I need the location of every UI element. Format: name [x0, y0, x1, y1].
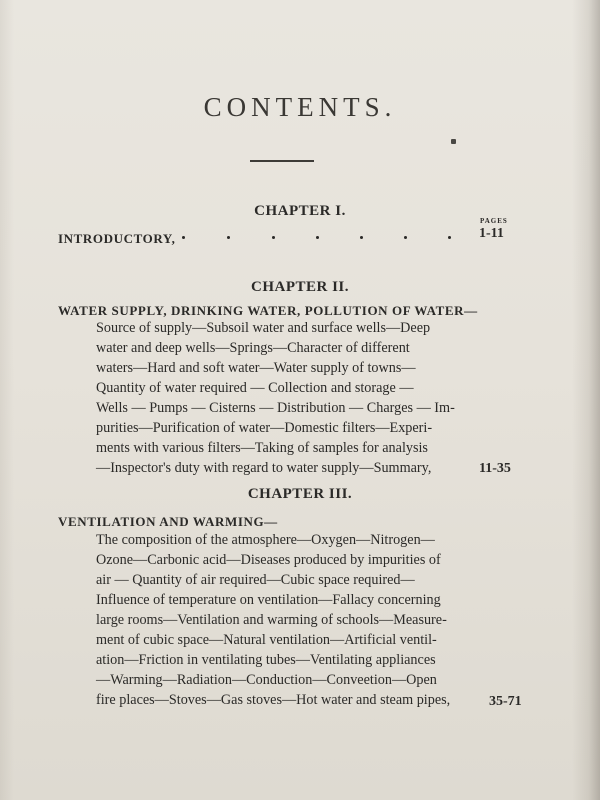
chapter-2-line: water and deep wells—Springs—Character of different	[96, 340, 410, 356]
chapter-2-line: —Inspector's duty with regard to water supply—Summary,	[96, 460, 432, 476]
pages-column-label: PAGES	[480, 217, 508, 225]
chapter-3-title: VENTILATION AND WARMING—	[58, 514, 278, 529]
chapter-3-line: air — Quantity of air required—Cubic space required—	[96, 572, 415, 588]
chapter-2-line: Quantity of water required — Collection and storage —	[96, 380, 414, 396]
ink-speck	[451, 139, 456, 144]
chapter-3-line: large rooms—Ventilation and warming of schools—Measure-	[96, 612, 447, 628]
leader-dot	[182, 236, 185, 239]
chapter-3-line: The composition of the atmosphere—Oxygen—Nitrogen—	[96, 532, 435, 548]
chapter-1-title: INTRODUCTORY,	[58, 231, 176, 246]
chapter-3-heading: CHAPTER III.	[247, 486, 353, 502]
leader-dot	[360, 236, 363, 239]
chapter-3-line: Influence of temperature on ventilation—Fallacy concerning	[96, 592, 441, 608]
chapter-3-pages: 35-71	[489, 694, 522, 709]
chapter-2-title: WATER SUPPLY, DRINKING WATER, POLLUTION OF WATER—	[58, 303, 478, 318]
chapter-2-line: Wells — Pumps — Cisterns — Distribution — Charges — Im-	[96, 400, 455, 416]
chapter-3-line: ment of cubic space—Natural ventilation—Artificial ventil-	[96, 632, 437, 648]
chapter-1-pages: 1-11	[479, 226, 504, 241]
chapter-3-line: fire places—Stoves—Gas stoves—Hot water and steam pipes,	[96, 692, 451, 708]
leader-dot	[404, 236, 407, 239]
leader-dot	[448, 236, 451, 239]
chapter-2-pages: 11-35	[479, 461, 511, 476]
chapter-2-line: ments with various filters—Taking of samples for analysis	[96, 440, 428, 456]
chapter-2-line: purities—Purification of water—Domestic filters—Experi-	[96, 420, 433, 436]
chapter-3-line: ation—Friction in ventilating tubes—Ventilating appliances	[96, 652, 436, 668]
chapter-3-line: —Warming—Radiation—Conduction—Conveetion—Open	[96, 672, 437, 688]
page-title: CONTENTS.	[203, 92, 397, 122]
chapter-2-heading: CHAPTER II.	[250, 279, 349, 295]
chapter-2-line: Source of supply—Subsoil water and surface wells—Deep	[96, 320, 431, 336]
title-divider	[250, 160, 314, 162]
dot-leader	[172, 229, 462, 245]
leader-dot	[316, 236, 319, 239]
leader-dot	[227, 236, 230, 239]
leader-dot	[272, 236, 275, 239]
chapter-2-line: waters—Hard and soft water—Water supply of towns—	[96, 360, 416, 376]
chapter-1-heading: CHAPTER I.	[254, 203, 346, 219]
chapter-3-line: Ozone—Carbonic acid—Diseases produced by impurities of	[96, 552, 441, 568]
